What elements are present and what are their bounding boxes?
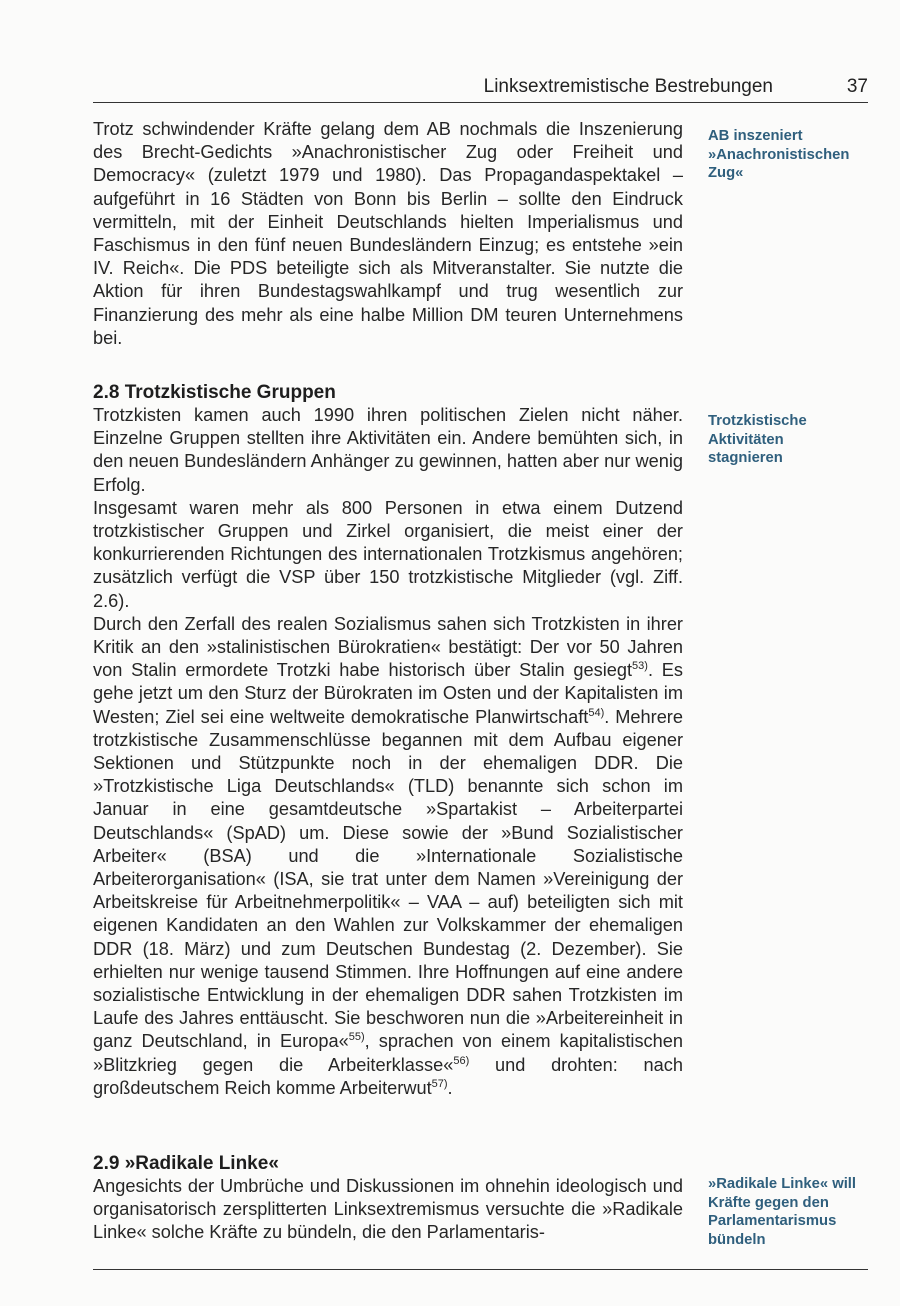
section-heading-2-9: 2.9 »Radikale Linke« — [93, 1153, 279, 1174]
text-run: . — [447, 1077, 453, 1098]
text-run: . Es gehe jetzt um den Sturz der Bürokraten im Osten und der Kapitalisten im Westen; Ziel sei eine weltweite demokratische Planwirtschaft — [93, 660, 683, 727]
footer-rule — [93, 1269, 868, 1270]
paragraph: Angesichts der Umbrüche und Diskussionen im ohnehin ideologisch und organisatorisch zersplitterten Linksextremismus versuchte die »Radikale Linke« solche Kräfte zu bündeln, die den Parlamentaris- — [93, 1176, 683, 1243]
section-2-9 — [93, 1152, 683, 1245]
paragraph: Trotzkisten kamen auch 1990 ihren politischen Zielen nicht näher. Einzelne Gruppen stellten ihre Aktivitäten ein. Andere bemühten sich, in den neuen Bundesländern Anhänger zu gewinnen, hatten aber nur wenig Erfolg. — [93, 405, 683, 495]
margin-note-ab: AB inszeniert »Anachronistischen Zug« — [708, 128, 850, 181]
intro-block — [93, 118, 683, 350]
footnote-ref-54: 54) — [588, 706, 605, 719]
paragraph: Insgesamt waren mehr als 800 Personen in etwa einem Dutzend trotzkistischer Gruppen und Zirkel organisiert, die meist einer der konkurrierenden Richtungen des internationalen Trotzkismus angehören; zusätzlich verfügt die VSP über 150 trotzkistische Mitglieder (vgl. Ziff. 2.6). — [93, 497, 683, 611]
footnote-ref-53: 53) — [632, 660, 648, 673]
text-run: Durch den Zerfall des realen Sozialismus sahen sich Trotzkisten in ihrer Kritik an den »stalinistischen Bürokratien« bestätigt: Der vor 50 Jahren von Stalin ermordete Trotzki habe historisch über Stalin gesiegt — [93, 613, 683, 681]
text-run: und drohten: nach großdeutschem Reich komme Arbeiterwut — [93, 1054, 683, 1098]
footnote-ref-56: 56) — [453, 1054, 470, 1067]
section-2-8 — [93, 381, 683, 1100]
intro-paragraph: Trotz schwindender Kräfte gelang dem AB nochmals die Inszenierung des Brecht-Gedichts »Anachronistischer Zug oder Freiheit und Democracy« (zuletzt 1979 und 1980). Das Propagandaspektakel – aufgeführt in 16 Städten von Bonn bis Berlin – sollte den Eindruck vermitteln, mit der Einheit Deutschlands hielten Imperialismus und Faschismus in den fünf neuen Bundesländern Einzug; es entstehe »ein IV. Reich«. Die PDS beteiligte sich als Mitveranstalter. Sie nutzte die Aktion für ihren Bundestagswahlkampf und trug wesentlich zur Finanzierung des mehr als eine halbe Million DM teuren Unternehmens bei. — [93, 119, 683, 348]
margin-note-radikale-linke: »Radikale Linke« will Kräfte gegen den Parlamentarismus bündeln — [708, 1176, 857, 1248]
header-title: Linksextremistische Bestrebungen — [483, 76, 773, 97]
margin-note-trotzkisten: Trotzkistische Aktivitäten stagnieren — [708, 413, 807, 466]
footnote-ref-57: 57) — [431, 1077, 448, 1090]
text-run: . Mehrere trotzkistische Zusammenschlüsse begannen mit dem Aufbau eigener Sektionen und Stützpunkte noch in der ehemaligen DDR. Die »Trotzkistische Liga Deutschlands« (TLD) benannte sich schon im Januar in eine gesamtdeutsche »Spartakist – Arbeiterpartei Deutschlands« (SpAD) um. Diese sowie der »Bund Sozialistischer Arbeiter« (BSA) und die »Internationale Sozialistische Arbeiterorganisation« (ISA, sie trat unter dem Namen »Vereinigung der Arbeitskreise für Arbeitnehmerpolitik« – VAA – auf) beteiligten sich mit eigenen Kandidaten an den Wahlen zur Volkskammer der ehemaligen DDR (18. März) und zum Deutschen Bundestag (2. Dezember). Sie erhielten nur wenige tausend Stimmen. Ihre Hoffnungen auf eine andere sozialistische Entwicklung in der ehemaligen DDR sahen Trotzkisten im Laufe des Jahres enttäuscht. Sie beschworen nun die »Arbeitereinheit in ganz Deutschland, in Europa« — [93, 706, 683, 1052]
paragraph — [93, 613, 683, 1100]
section-heading-2-8: 2.8 Trotzkistische Gruppen — [93, 382, 336, 403]
footnote-ref-55: 55) — [348, 1031, 365, 1044]
running-header — [93, 74, 868, 103]
page-number: 37 — [846, 76, 868, 97]
text-run: , sprachen von einem kapitalistischen »Blitzkrieg gegen die Arbeiterklasse« — [93, 1031, 683, 1075]
